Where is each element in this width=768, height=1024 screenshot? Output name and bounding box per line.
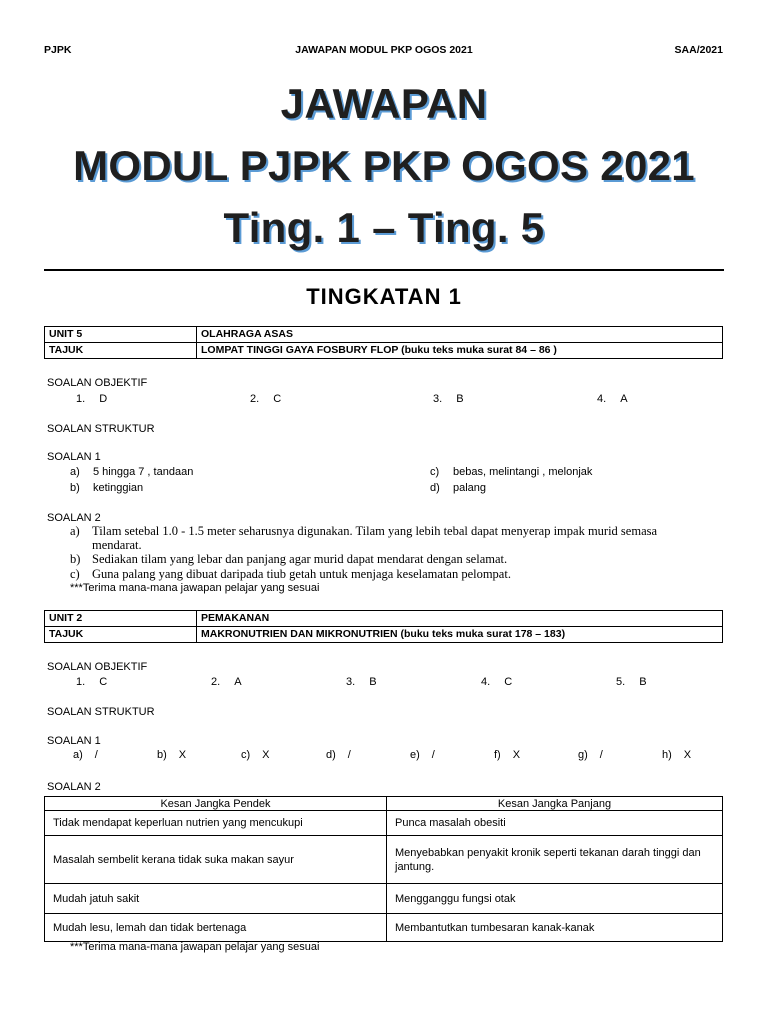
unit5-s1-a: a) 5 hingga 7 , tandaan	[70, 466, 194, 478]
unit5-info-table	[44, 326, 723, 359]
kesan-header-pendek: Kesan Jangka Pendek	[45, 797, 387, 811]
unit2-s1-c: c) X	[241, 749, 270, 761]
unit5-title: OLAHRAGA ASAS	[197, 327, 723, 343]
kesan-cell: Menyebabkan penyakit kronik seperti tekanan darah tinggi dan jantung.	[387, 836, 723, 884]
header-center: JAWAPAN MODUL PKP OGOS 2021	[295, 44, 473, 56]
unit2-obj-4: 4. C	[481, 676, 513, 688]
unit2-tajuk: MAKRONUTRIEN DAN MIKRONUTRIEN (buku teks muka surat 178 – 183)	[197, 627, 723, 643]
unit5-obj-1: 1. D	[76, 393, 108, 405]
unit2-s1-h: h) X	[662, 749, 692, 761]
title-line-2: MODUL PJPK PKP OGOS 2021	[73, 142, 695, 189]
kesan-cell: Mengganggu fungsi otak	[387, 884, 723, 914]
kesan-cell: Mudah lesu, lemah dan tidak bertenaga	[45, 914, 387, 942]
kesan-cell: Masalah sembelit kerana tidak suka makan sayur	[45, 836, 387, 884]
kesan-cell: Tidak mendapat keperluan nutrien yang mencukupi	[45, 811, 387, 836]
unit5-obj-4: 4. A	[597, 393, 628, 405]
unit2-s1-e: e) /	[410, 749, 435, 761]
unit2-title: PEMAKANAN	[197, 611, 723, 627]
unit2-tajuk-label: TAJUK	[45, 627, 197, 643]
unit2-obj-5: 5. B	[616, 676, 647, 688]
unit5-soalan1-heading: SOALAN 1	[47, 451, 101, 463]
unit2-s1-d: d) /	[326, 749, 351, 761]
unit5-soalan2-heading: SOALAN 2	[47, 512, 101, 524]
unit5-obj-2: 2. C	[250, 393, 282, 405]
unit2-note: ***Terima mana-mana jawapan pelajar yang sesuai	[70, 941, 320, 953]
unit5-s2-c: c) Guna palang yang dibuat daripada tiub getah untuk menjaga keselamatan pelompat.	[70, 567, 511, 581]
unit5-objektif-heading: SOALAN OBJEKTIF	[47, 377, 148, 389]
unit2-s1-a: a) /	[73, 749, 98, 761]
tingkatan-heading: TINGKATAN 1	[306, 284, 462, 309]
title-line-3: Ting. 1 – Ting. 5	[223, 204, 545, 251]
kesan-cell: Punca masalah obesiti	[387, 811, 723, 836]
unit2-objektif-heading: SOALAN OBJEKTIF	[47, 661, 148, 673]
unit2-obj-3: 3. B	[346, 676, 377, 688]
unit5-s2-b: b) Sediakan tilam yang lebar dan panjang agar murid dapat mendarat dengan selamat.	[70, 552, 508, 566]
kesan-cell: Mudah jatuh sakit	[45, 884, 387, 914]
unit2-soalan2-heading: SOALAN 2	[47, 781, 101, 793]
unit2-obj-1: 1. C	[76, 676, 108, 688]
unit2-soalan1-heading: SOALAN 1	[47, 735, 101, 747]
unit2-obj-2: 2. A	[211, 676, 242, 688]
unit2-info-table	[44, 610, 723, 643]
title-divider	[44, 269, 724, 271]
unit5-s1-c: c) bebas, melintangi , melonjak	[430, 466, 593, 478]
unit2-s1-f: f) X	[494, 749, 521, 761]
unit2-label: UNIT 2	[45, 611, 197, 627]
unit5-note: ***Terima mana-mana jawapan pelajar yang sesuai	[70, 582, 320, 594]
unit5-s2-a: a) Tilam setebal 1.0 - 1.5 meter seharusnya digunakan. Tilam yang lebih tebal dapat menyerap impak murid semasa	[70, 524, 658, 538]
unit5-label: UNIT 5	[45, 327, 197, 343]
unit5-s1-d: d) palang	[430, 482, 487, 494]
title-line-1: JAWAPAN	[280, 80, 488, 127]
unit5-obj-3: 3. B	[433, 393, 464, 405]
header-left: PJPK	[44, 44, 72, 56]
kesan-header-panjang: Kesan Jangka Panjang	[387, 797, 723, 811]
unit5-tajuk-label: TAJUK	[45, 343, 197, 359]
unit5-s1-b: b) ketinggian	[70, 482, 144, 494]
unit2-s1-g: g) /	[578, 749, 603, 761]
unit2-struktur-heading: SOALAN STRUKTUR	[47, 706, 155, 718]
kesan-table	[44, 796, 723, 942]
unit2-s1-b: b) X	[157, 749, 187, 761]
unit5-s2-a-cont: mendarat.	[92, 538, 142, 552]
unit5-struktur-heading: SOALAN STRUKTUR	[47, 423, 155, 435]
kesan-cell: Membantutkan tumbesaran kanak-kanak	[387, 914, 723, 942]
unit5-tajuk: LOMPAT TINGGI GAYA FOSBURY FLOP (buku teks muka surat 84 – 86 )	[197, 343, 723, 359]
header-right: SAA/2021	[674, 44, 723, 56]
